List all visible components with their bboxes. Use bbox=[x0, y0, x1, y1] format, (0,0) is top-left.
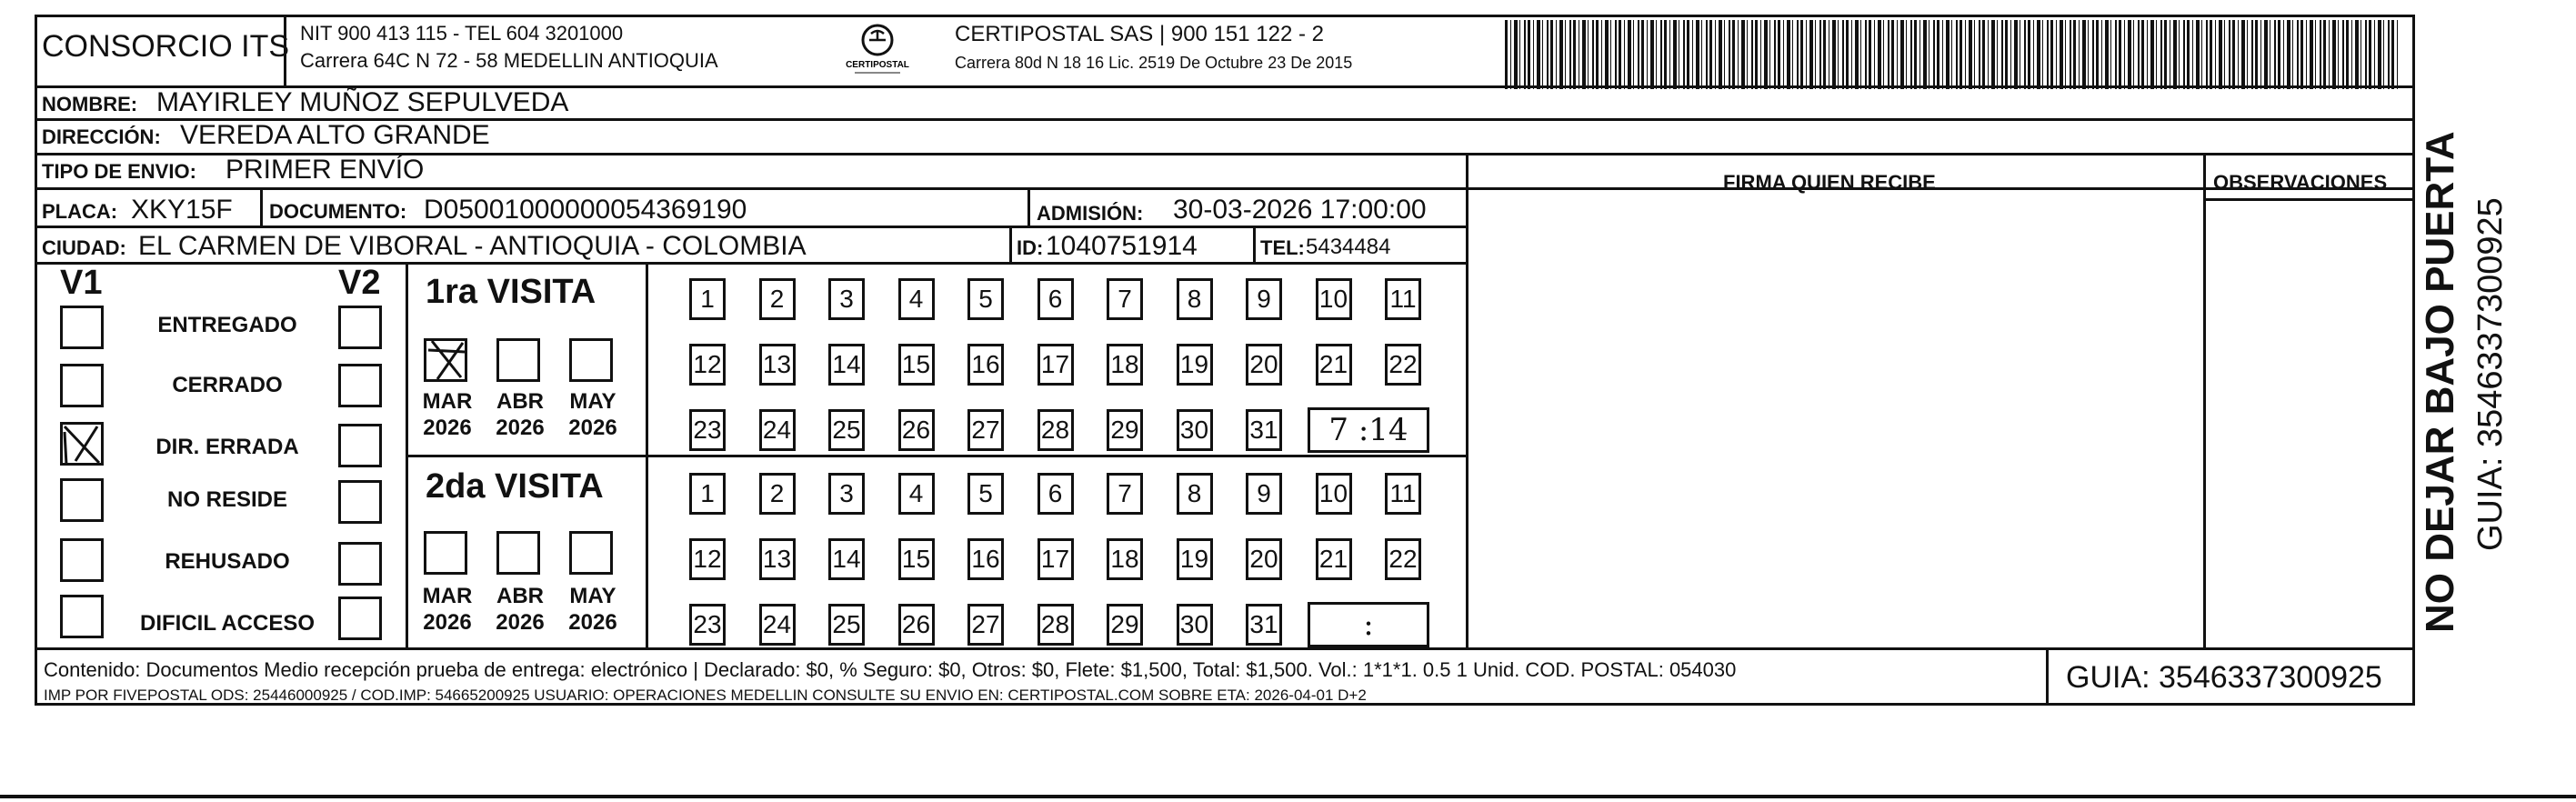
visit2-day-box[interactable]: 26 bbox=[898, 604, 935, 646]
visit1-day-box[interactable]: 25 bbox=[828, 409, 865, 451]
visit2-day-box[interactable]: 5 bbox=[967, 473, 1004, 515]
visit1-day-box[interactable]: 28 bbox=[1037, 409, 1074, 451]
visit1-day-box[interactable]: 26 bbox=[898, 409, 935, 451]
footer-content-line: Contenido: Documentos Medio recepción prueba de entrega: electrónico | Declarado: $0, % Seguro: $0, Otros: $0, Flete: $1,500, Total: $1,500. Vol.: 1*1*1. 0.5 1 Unid. COD. POSTAL: 054030 bbox=[44, 658, 1737, 681]
visit2-month-may-checkbox[interactable] bbox=[569, 531, 613, 575]
visit1-day-box[interactable]: 27 bbox=[967, 409, 1004, 451]
visit1-day-box[interactable]: 5 bbox=[967, 278, 1004, 320]
visit1-day-box[interactable]: 10 bbox=[1316, 278, 1352, 320]
visit1-day-box[interactable]: 2 bbox=[759, 278, 796, 320]
visit1-day-box[interactable]: 29 bbox=[1107, 409, 1143, 451]
scan-edge-line bbox=[0, 795, 2576, 798]
visit2-day-box[interactable]: 20 bbox=[1246, 538, 1282, 580]
visit2-title: 2da VISITA bbox=[426, 467, 604, 506]
visit2-day-box[interactable]: 29 bbox=[1107, 604, 1143, 646]
handwritten-check-mark bbox=[426, 341, 466, 381]
visit1-month-mar-label: MAR 2026 bbox=[422, 389, 473, 440]
observaciones-header: OBSERVACIONES bbox=[2213, 171, 2388, 194]
visit1-month-mar-checkbox[interactable] bbox=[424, 338, 467, 382]
v2-checkbox-dir-errada[interactable] bbox=[338, 424, 382, 467]
visit1-day-box[interactable]: 31 bbox=[1246, 409, 1282, 451]
visit2-month-mar-label: MAR 2026 bbox=[422, 584, 473, 635]
id-value: 1040751914 bbox=[1046, 231, 1198, 261]
visit2-day-box[interactable]: 27 bbox=[967, 604, 1004, 646]
tel-label: TEL: bbox=[1260, 236, 1305, 259]
visit1-month-abr-checkbox[interactable] bbox=[496, 338, 540, 382]
visit2-day-box[interactable]: 30 bbox=[1177, 604, 1213, 646]
footer-top-line bbox=[35, 647, 2415, 650]
status-entregado: ENTREGADO bbox=[157, 313, 297, 337]
v2-checkbox-dificil-acceso[interactable] bbox=[338, 596, 382, 640]
documento-label: DOCUMENTO: bbox=[269, 200, 407, 223]
v1-checkbox-rehusado[interactable] bbox=[60, 538, 104, 582]
documento-value: D05001000000054369190 bbox=[424, 195, 747, 225]
tel-value: 5434484 bbox=[1306, 235, 1391, 259]
v2-checkbox-cerrado[interactable] bbox=[338, 364, 382, 407]
visit2-day-box[interactable]: 9 bbox=[1246, 473, 1282, 515]
placa-value: XKY15F bbox=[131, 195, 233, 225]
barcode bbox=[1505, 20, 2401, 89]
visit1-day-box[interactable]: 17 bbox=[1037, 344, 1074, 386]
tipo-envio-label: TIPO DE ENVIO: bbox=[42, 160, 196, 183]
col-line bbox=[1009, 226, 1012, 262]
visit2-month-mar-checkbox[interactable] bbox=[424, 531, 467, 575]
visit1-day-box[interactable]: 23 bbox=[689, 409, 726, 451]
visit2-day-box[interactable]: 31 bbox=[1246, 604, 1282, 646]
ciudad-value: EL CARMEN DE VIBORAL - ANTIOQUIA - COLOMBIA bbox=[138, 231, 807, 261]
nombre-value: MAYIRLEY MUÑOZ SEPULVEDA bbox=[156, 87, 569, 117]
v1-checkbox-no-reside[interactable] bbox=[60, 478, 104, 522]
col-line bbox=[260, 187, 263, 226]
v1-label: V1 bbox=[60, 264, 103, 302]
visit1-time-box[interactable]: 7 :14 bbox=[1308, 407, 1429, 453]
visit2-day-box[interactable]: 22 bbox=[1385, 538, 1421, 580]
visit2-day-box[interactable]: 25 bbox=[828, 604, 865, 646]
visit2-day-box[interactable]: 11 bbox=[1385, 473, 1421, 515]
visit1-day-box[interactable]: 11 bbox=[1385, 278, 1421, 320]
v1-checkbox-cerrado[interactable] bbox=[60, 364, 104, 407]
carrier-name: CERTIPOSTAL SAS | 900 151 122 - 2 bbox=[955, 22, 1324, 46]
visit2-day-box[interactable]: 10 bbox=[1316, 473, 1352, 515]
visit1-day-box[interactable]: 22 bbox=[1385, 344, 1421, 386]
visit2-day-box[interactable]: 23 bbox=[689, 604, 726, 646]
col-line bbox=[2046, 647, 2049, 706]
placa-label: PLACA: bbox=[42, 200, 118, 223]
row-line bbox=[2203, 198, 2415, 201]
no-dejar-bajo-puerta-warning: NO DEJAR BAJO PUERTA bbox=[2418, 131, 2462, 633]
visit1-title: 1ra VISITA bbox=[426, 273, 596, 311]
visit2-day-box[interactable]: 19 bbox=[1177, 538, 1213, 580]
visit2-day-box[interactable]: 1 bbox=[689, 473, 726, 515]
status-no-reside: NO RESIDE bbox=[166, 487, 288, 512]
company-name: CONSORCIO ITS bbox=[42, 29, 290, 64]
visit2-day-box[interactable]: 13 bbox=[759, 538, 796, 580]
visit2-day-box[interactable]: 28 bbox=[1037, 604, 1074, 646]
visit2-day-box[interactable]: 4 bbox=[898, 473, 935, 515]
visit2-day-box[interactable]: 14 bbox=[828, 538, 865, 580]
visit1-day-box[interactable]: 15 bbox=[898, 344, 935, 386]
visit1-month-abr-label: ABR 2026 bbox=[496, 389, 545, 440]
ciudad-label: CIUDAD: bbox=[42, 236, 126, 259]
col-line bbox=[1027, 187, 1030, 226]
col-line bbox=[2203, 153, 2206, 647]
direccion-label: DIRECCIÓN: bbox=[42, 125, 161, 148]
company-address: Carrera 64C N 72 - 58 MEDELLIN ANTIOQUIA bbox=[300, 49, 718, 72]
visit1-day-box[interactable]: 24 bbox=[759, 409, 796, 451]
carrier-address: Carrera 80d N 18 16 Lic. 2519 De Octubre 23 De 2015 bbox=[955, 54, 1353, 72]
visit1-day-box[interactable]: 3 bbox=[828, 278, 865, 320]
certipostal-logo bbox=[837, 22, 918, 76]
v1-checkbox-entregado[interactable] bbox=[60, 306, 104, 349]
visit2-day-box[interactable]: 2 bbox=[759, 473, 796, 515]
status-cerrado: CERRADO bbox=[172, 373, 283, 397]
status-rehusado: REHUSADO bbox=[165, 549, 290, 574]
header-divider bbox=[284, 15, 286, 87]
visit2-day-box[interactable]: 8 bbox=[1177, 473, 1213, 515]
visit1-day-box[interactable]: 12 bbox=[689, 344, 726, 386]
visit2-day-box[interactable]: 12 bbox=[689, 538, 726, 580]
visit1-day-box[interactable]: 16 bbox=[967, 344, 1004, 386]
row-line bbox=[406, 455, 1468, 457]
handwritten-check-mark bbox=[63, 425, 103, 465]
admision-label: ADMISIÓN: bbox=[1037, 202, 1144, 225]
visit1-day-box[interactable]: 9 bbox=[1246, 278, 1282, 320]
id-label: ID: bbox=[1017, 236, 1044, 259]
v2-checkbox-entregado[interactable] bbox=[338, 306, 382, 349]
visit2-day-box[interactable]: 17 bbox=[1037, 538, 1074, 580]
visit2-day-box[interactable]: 24 bbox=[759, 604, 796, 646]
visit2-month-abr-checkbox[interactable] bbox=[496, 531, 540, 575]
company-nit: NIT 900 413 115 - TEL 604 3201000 bbox=[300, 22, 624, 45]
firma-header: FIRMA QUIEN RECIBE bbox=[1723, 171, 1936, 194]
visit2-day-box[interactable]: 6 bbox=[1037, 473, 1074, 515]
visit2-day-box[interactable]: 7 bbox=[1107, 473, 1143, 515]
v2-label: V2 bbox=[338, 264, 381, 302]
v1-checkbox-dir-errada[interactable] bbox=[60, 422, 104, 466]
visit2-day-box[interactable]: 16 bbox=[967, 538, 1004, 580]
visit1-day-box[interactable]: 20 bbox=[1246, 344, 1282, 386]
visit2-day-box[interactable]: 3 bbox=[828, 473, 865, 515]
visit1-day-box[interactable]: 8 bbox=[1177, 278, 1213, 320]
footer-impresion-line: IMP POR FIVEPOSTAL ODS: 25446000925 / COD.IMP: 54665200925 USUARIO: OPERACIONES MEDELLIN CONSULTE SU ENVIO EN: CERTIPOSTAL.COM SOBRE ETA: 2026-04-01 D+2 bbox=[44, 687, 1367, 704]
visit1-day-box[interactable]: 19 bbox=[1177, 344, 1213, 386]
v2-checkbox-no-reside[interactable] bbox=[338, 480, 382, 524]
col-line bbox=[1253, 226, 1256, 262]
status-dir-errada: DIR. ERRADA bbox=[155, 435, 299, 459]
visit1-day-box[interactable]: 30 bbox=[1177, 409, 1213, 451]
visit2-month-may-label: MAY 2026 bbox=[568, 584, 617, 635]
v2-checkbox-rehusado[interactable] bbox=[338, 542, 382, 586]
visit1-day-box[interactable]: 14 bbox=[828, 344, 865, 386]
nombre-label: NOMBRE: bbox=[42, 93, 138, 115]
visit1-day-box[interactable]: 1 bbox=[689, 278, 726, 320]
visit1-month-may-label: MAY 2026 bbox=[568, 389, 617, 440]
visit1-day-box[interactable]: 6 bbox=[1037, 278, 1074, 320]
tipo-envio-value: PRIMER ENVÍO bbox=[226, 155, 425, 185]
row-line bbox=[35, 262, 1468, 265]
side-guia: GUIA: 3546337300925 bbox=[2471, 197, 2510, 551]
visit1-day-box[interactable]: 21 bbox=[1316, 344, 1352, 386]
svg-text:CERTIPOSTAL: CERTIPOSTAL bbox=[846, 60, 909, 70]
visit2-day-box[interactable]: 18 bbox=[1107, 538, 1143, 580]
visit1-month-may-checkbox[interactable] bbox=[569, 338, 613, 382]
row-line bbox=[35, 187, 2415, 190]
visit1-day-box[interactable]: 7 bbox=[1107, 278, 1143, 320]
visit1-day-box[interactable]: 13 bbox=[759, 344, 796, 386]
visit2-day-box[interactable]: 15 bbox=[898, 538, 935, 580]
visit1-day-box[interactable]: 4 bbox=[898, 278, 935, 320]
visit2-day-box[interactable]: 21 bbox=[1316, 538, 1352, 580]
visit2-month-abr-label: ABR 2026 bbox=[496, 584, 545, 635]
visit1-day-box[interactable]: 18 bbox=[1107, 344, 1143, 386]
admision-value: 30-03-2026 17:00:00 bbox=[1173, 195, 1427, 225]
direccion-value: VEREDA ALTO GRANDE bbox=[180, 120, 490, 150]
visit2-time-box[interactable]: : bbox=[1308, 602, 1429, 647]
footer-guia: GUIA: 3546337300925 bbox=[2066, 660, 2382, 695]
status-dificil-acceso: DIFICIL ACCESO bbox=[139, 611, 315, 636]
v1-checkbox-dificil-acceso[interactable] bbox=[60, 595, 104, 638]
